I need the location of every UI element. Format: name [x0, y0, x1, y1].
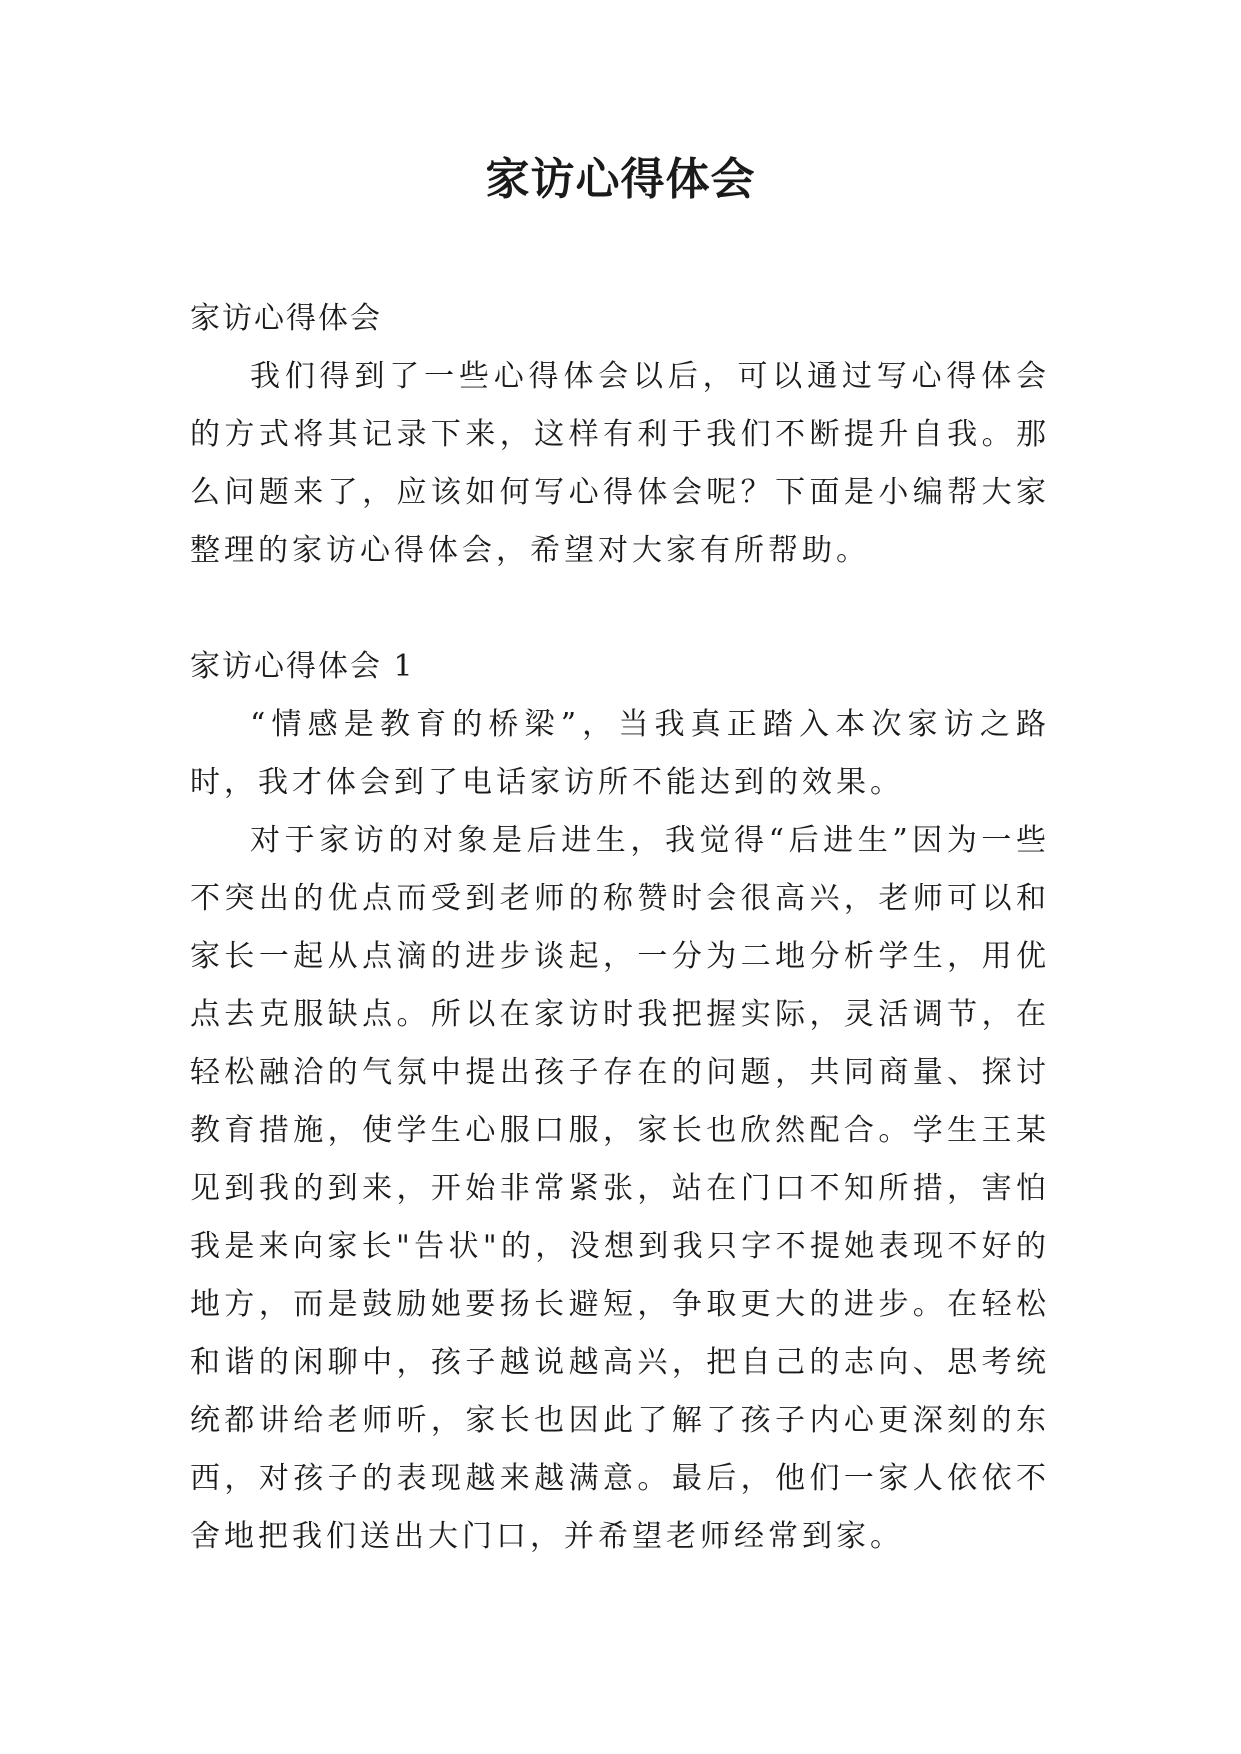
section1-paragraph-1: “情感是教育的桥梁”，当我真正踏入本次家访之路时，我才体会到了电话家访所不能达到的效果。: [190, 707, 1050, 800]
section1-paragraph-2: 对于家访的对象是后进生，我觉得“后进生”因为一些不突出的优点而受到老师的称赞时会很高兴，老师可以和家长一起从点滴的进步谈起，一分为二地分析学生，用优点去克服缺点。所以在家访时我把握实际，灵活调节，在轻松融洽的气氛中提出孩子存在的问题，共同商量、探讨教育措施，使学生心服口服，家长也欣然配合。学生王某见到我的到来，开始非常紧张，站在门口不知所措，害怕我是来向家长"告状"的，没想到我只字不提她表现不好的地方，而是鼓励她要扬长避短，争取更大的进步。在轻松和谐的闲聊中，孩子越说越高兴，把自己的志向、思考统统都讲给老师听，家长也因此了解了孩子内心更深刻的东西，对孩子的表现越来越满意。最后，他们一家人依依不舍地把我们送出大门口，并希望老师经常到家。: [190, 823, 1050, 1554]
section-spacer: [190, 580, 1050, 638]
section1-heading: 家访心得体会 1: [190, 649, 415, 684]
document-body: [190, 290, 1050, 1566]
intro-paragraph: 我们得到了一些心得体会以后，可以通过写心得体会的方式将其记录下来，这样有利于我们不断提升自我。那么问题来了，应该如何写心得体会呢？下面是小编帮大家整理的家访心得体会，希望对大家有所帮助。: [190, 359, 1050, 568]
document-title: 家访心得体会: [485, 154, 756, 205]
intro-heading: 家访心得体会: [190, 301, 382, 336]
